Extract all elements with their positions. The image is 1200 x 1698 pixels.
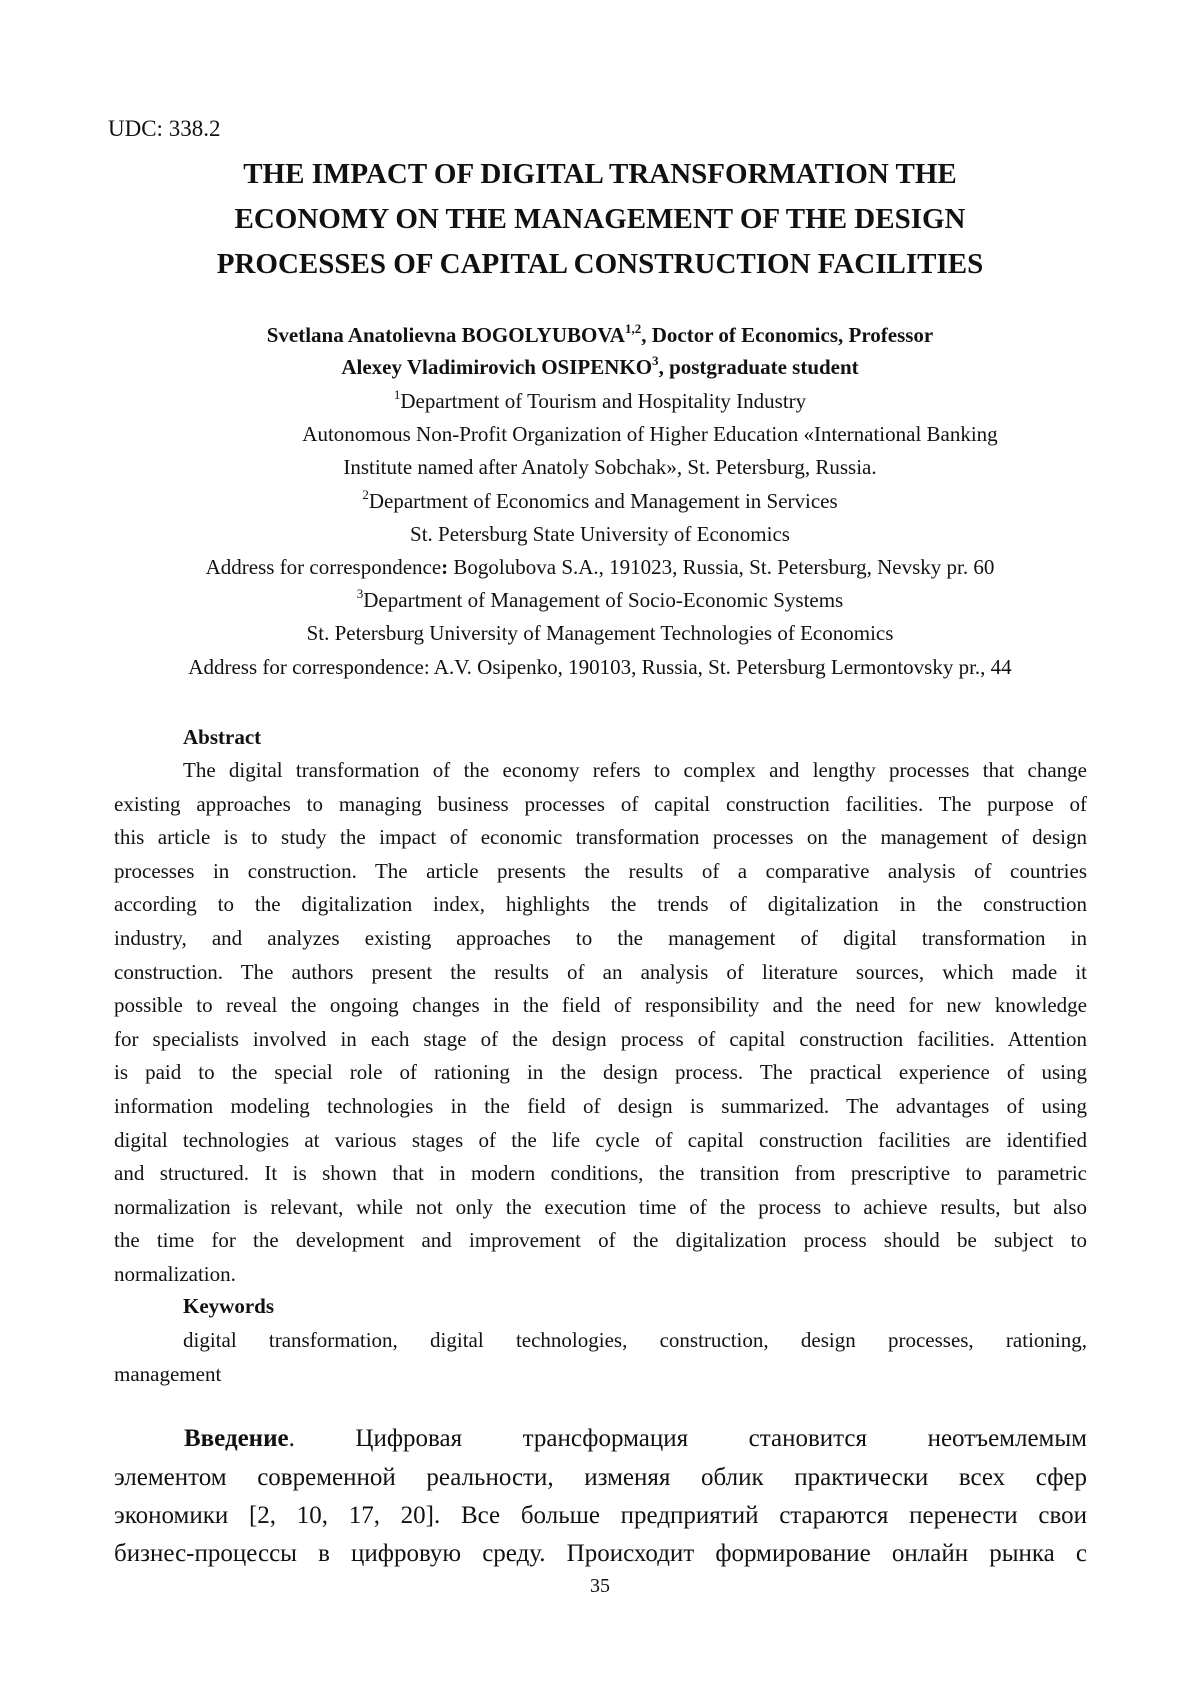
affil-sup: 2 bbox=[362, 487, 369, 502]
intro-line: экономики [2, 10, 17, 20]. Все больше предприятий стараются перенести свои bbox=[114, 1502, 1087, 1530]
affiliation-1-dept bbox=[0, 389, 1200, 414]
author-1 bbox=[0, 323, 1200, 348]
keywords-line: management bbox=[114, 1362, 1087, 1387]
affil-text: Department of Economics and Management in Services bbox=[369, 489, 838, 513]
abstract-line: possible to reveal the ongoing changes in the field of responsibility and the need for new knowledge bbox=[114, 993, 1087, 1018]
author-affil-sup: 1,2 bbox=[625, 321, 641, 336]
paper-title bbox=[0, 152, 1200, 287]
intro-line: элементом современной реальности, изменяя облик практически всех сфер bbox=[114, 1464, 1087, 1492]
abstract-line: normalization. bbox=[114, 1262, 1087, 1287]
abstract-line: processes in construction. The article presents the results of a comparative analysis of countries bbox=[114, 859, 1087, 884]
abstract-line: The digital transformation of the economy refers to complex and lengthy processes that change bbox=[183, 758, 1087, 783]
page-number: 35 bbox=[0, 1575, 1200, 1598]
affiliation-1-org-cont: Institute named after Anatoly Sobchak», St. Petersburg, Russia. bbox=[10, 455, 1200, 480]
intro-text: Цифровая трансформация становится неотъемлемым bbox=[295, 1425, 1087, 1452]
abstract-line: existing approaches to managing business processes of capital construction facilities. The purpose of bbox=[114, 792, 1087, 817]
abstract-line: the time for the development and improvement of the digitalization process should be subject to bbox=[114, 1228, 1087, 1253]
addr-label: Address for correspondence bbox=[206, 555, 442, 579]
addr-colon: : bbox=[441, 555, 448, 579]
abstract-line: industry, and analyzes existing approaches to the management of digital transformation in bbox=[114, 926, 1087, 951]
correspondence-address-2: Address for correspondence: A.V. Osipenko, 190103, Russia, St. Petersburg Lermontovsky pr., 44 bbox=[0, 655, 1200, 680]
abstract-line: construction. The authors present the results of an analysis of literature sources, which made it bbox=[114, 960, 1087, 985]
author-2 bbox=[0, 355, 1200, 380]
abstract-line: and structured. It is shown that in modern conditions, the transition from prescriptive to parametric bbox=[114, 1161, 1087, 1186]
title-line: PROCESSES OF CAPITAL CONSTRUCTION FACILITIES bbox=[0, 242, 1200, 287]
affil-text: Department of Management of Socio-Economic Systems bbox=[363, 588, 843, 612]
abstract-heading: Abstract bbox=[183, 725, 261, 750]
affiliation-2-org: St. Petersburg State University of Economics bbox=[0, 522, 1200, 547]
affiliation-2-dept bbox=[0, 489, 1200, 514]
affiliation-3-org: St. Petersburg University of Management Technologies of Economics bbox=[0, 621, 1200, 646]
abstract-line: this article is to study the impact of economic transformation processes on the management of design bbox=[114, 825, 1087, 850]
affil-sup: 1 bbox=[394, 387, 401, 402]
abstract-line: is paid to the special role of rationing in the design process. The practical experience of using bbox=[114, 1060, 1087, 1085]
author-name: Alexey Vladimirovich OSIPENKO bbox=[341, 355, 652, 379]
addr-text: Bogolubova S.A., 191023, Russia, St. Petersburg, Nevsky pr. 60 bbox=[448, 555, 994, 579]
intro-first-line bbox=[184, 1425, 1087, 1453]
abstract-line: normalization is relevant, while not only the execution time of the process to achieve results, but also bbox=[114, 1195, 1087, 1220]
author-name: Svetlana Anatolievna BOGOLYUBOVA bbox=[267, 323, 625, 347]
author-affil-sup: 3 bbox=[652, 353, 659, 368]
affil-text: Department of Tourism and Hospitality Industry bbox=[400, 389, 806, 413]
intro-punct: . bbox=[289, 1425, 295, 1452]
abstract-line: according to the digitalization index, highlights the trends of digitalization in the construction bbox=[114, 892, 1087, 917]
affiliation-3-dept bbox=[0, 588, 1200, 613]
affiliation-1-org: Autonomous Non-Profit Organization of Higher Education «International Banking bbox=[50, 422, 1200, 447]
keywords-line: digital transformation, digital technologies, construction, design processes, rationing, bbox=[183, 1328, 1087, 1353]
abstract-line: information modeling technologies in the field of design is summarized. The advantages of using bbox=[114, 1094, 1087, 1119]
author-role: , Doctor of Economics, Professor bbox=[641, 323, 933, 347]
title-line: THE IMPACT OF DIGITAL TRANSFORMATION THE bbox=[0, 152, 1200, 197]
author-role: , postgraduate student bbox=[659, 355, 859, 379]
intro-line: бизнес-процессы в цифровую среду. Происходит формирование онлайн рынка с bbox=[114, 1540, 1087, 1568]
correspondence-address-1 bbox=[0, 555, 1200, 580]
udc-code: UDC: 338.2 bbox=[108, 116, 220, 142]
affil-sup: 3 bbox=[357, 586, 364, 601]
abstract-line: digital technologies at various stages of the life cycle of capital construction facilities are identified bbox=[114, 1128, 1087, 1153]
abstract-line: for specialists involved in each stage of the design process of capital construction facilities. Attention bbox=[114, 1027, 1087, 1052]
title-line: ECONOMY ON THE MANAGEMENT OF THE DESIGN bbox=[0, 197, 1200, 242]
intro-heading: Введение bbox=[184, 1425, 289, 1452]
keywords-heading: Keywords bbox=[183, 1294, 274, 1319]
